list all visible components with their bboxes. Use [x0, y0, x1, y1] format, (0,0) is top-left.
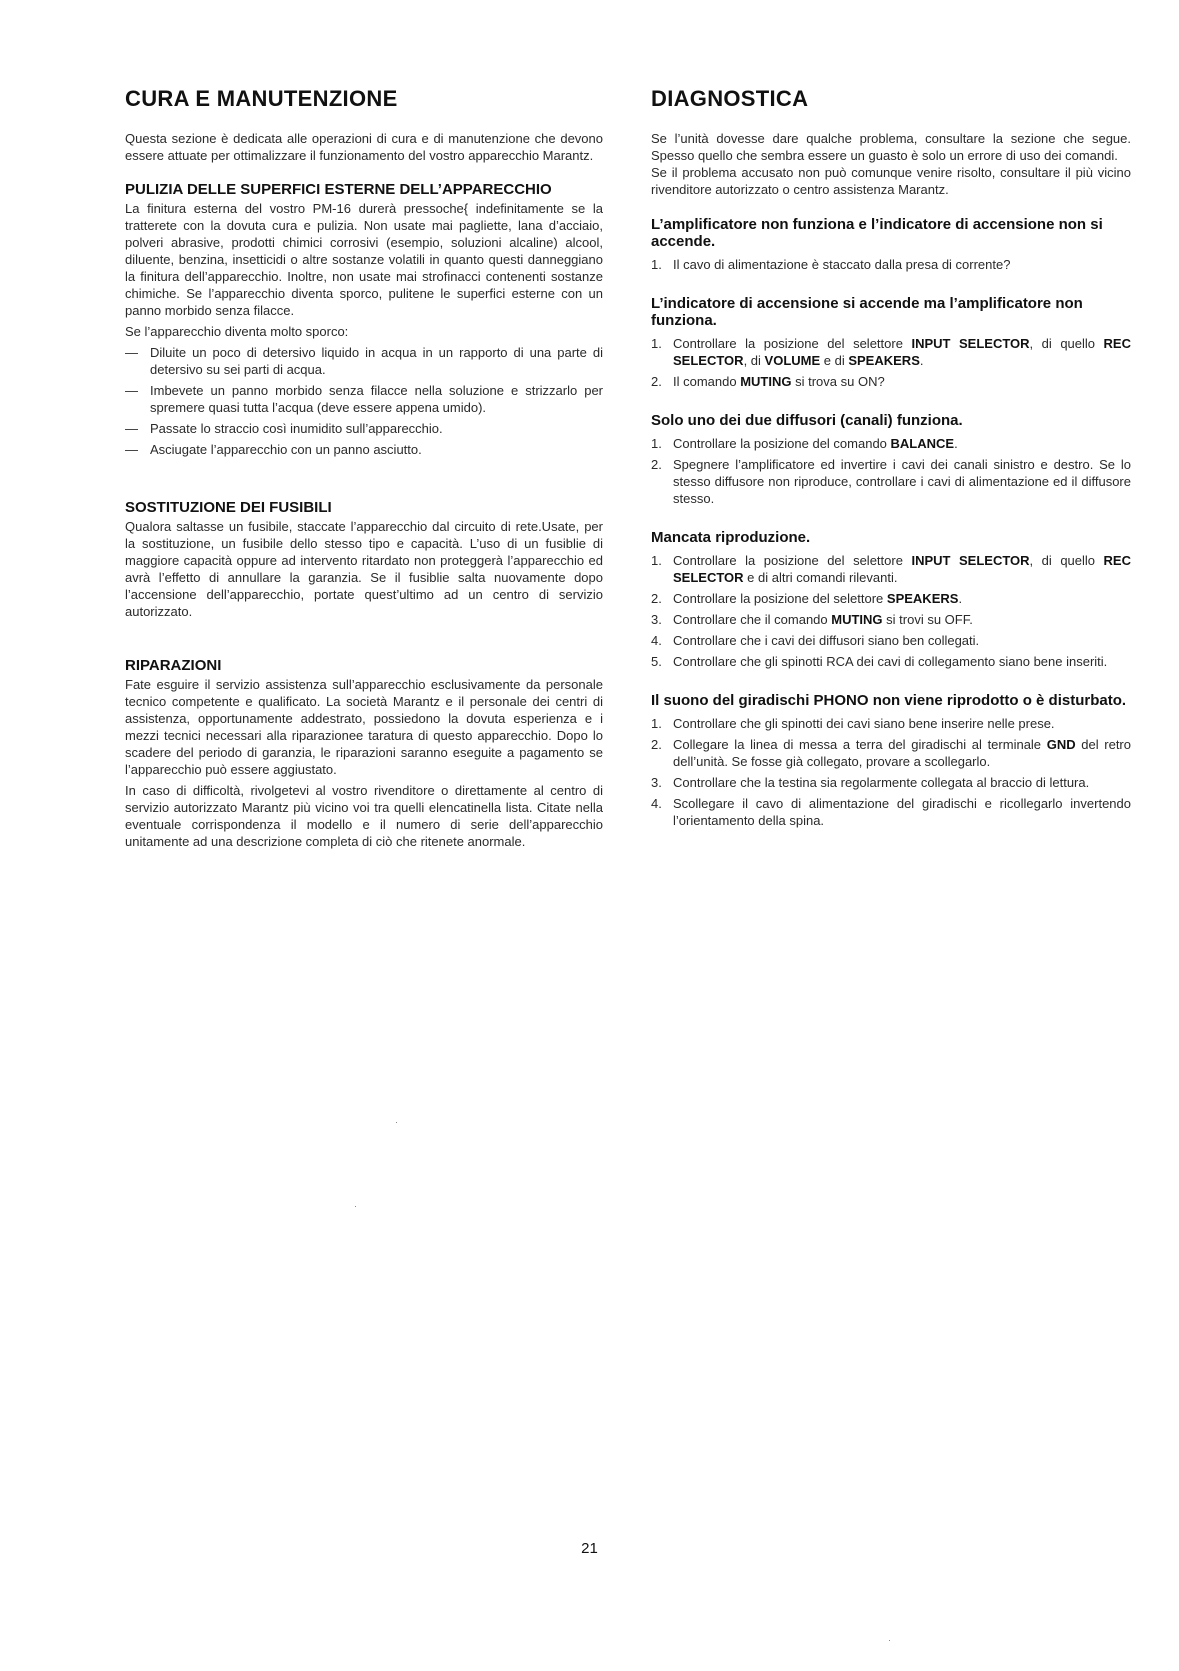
list-item: 4. Scollegare il cavo di alimentazione del giradischi e ricollegarlo invertendo l’orientamento della spina.: [651, 796, 1131, 828]
list-item: 1. Controllare la posizione del selettore INPUT SELECTOR, di quello REC SELECTOR, di VOLUME e di SPEAKERS.: [651, 336, 1131, 368]
right-column: [651, 86, 1131, 833]
cleaning-subtext: Se l’apparecchio diventa molto sporco:: [125, 324, 349, 339]
scan-speck: [889, 1640, 890, 1641]
repairs-paragraph-2: In caso di difficoltà, rivolgetevi al vostro rivenditore o direttamente al centro di servizio autorizzato Marantz più vicino voi tra quelli elencatinella lista. Citate nella eventuale corrispondenza il modello e il numero di serie dell’apparecchio unitamente ad una descrizione completa di ciò che ritenete anormale.: [125, 783, 603, 849]
list-item: 2. Controllare la posizione del selettore SPEAKERS.: [651, 591, 963, 606]
list-item: — Diluite un poco di detersivo liquido in acqua in un rapporto di una parte di detersivo su sei parti di acqua.: [125, 345, 603, 377]
list-item: 1. Controllare la posizione del selettore INPUT SELECTOR, di quello REC SELECTOR e di altri comandi rilevanti.: [651, 553, 1131, 585]
problem-heading: L’amplificatore non funziona e l’indicatore di accensione non si accende.: [651, 216, 1103, 250]
list-item: 1. Controllare la posizione del comando BALANCE.: [651, 436, 958, 451]
cleaning-paragraph: La finitura esterna del vostro PM-16 durerà pressoche{ indefinitamente se la tratterete con la dovuta cura e pulizia. Non usate mai pagliette, lana d’acciaio, polveri abrasive, prodotti chimici corrosivi (esempio, soluzioni alcaline) alcool, diluente, benzina, insetticidi o altre sostanze volatili in quanto questi danneggiano la finitura dell’apparecchio. Inoltre, non usate mai strofinacci contenenti sostanze chimiche. Se l’apparecchio diventa sporco, pulitene le superfici esterne con un panno morbido senza filacce.: [125, 201, 603, 318]
list-item: — Passate lo straccio così inumidito sull’apparecchio.: [125, 421, 443, 436]
fuses-heading: SOSTITUZIONE DEI FUSIBILI: [125, 499, 332, 516]
problem-steps: [651, 552, 1131, 670]
scan-speck: [355, 1206, 356, 1207]
repairs-paragraph-1: Fate esguire il servizio assistenza sull’apparecchio esclusivamente da personale tecnico competente e qualificato. La società Marantz e il personale dei centri di assistenza, opportunamente addestrato, possiedono la dovuta esperienza e i mezzi tecnici necessari alla riparazionee taratura di questo apparecchio. Dopo lo scadere del periodo di garanzia, le riparazioni saranno eseguite a pagamento se l’apparecchio può essere aggiustato.: [125, 677, 603, 777]
problem-steps: [651, 256, 1131, 273]
problem-heading: Il suono del giradischi PHONO non viene riprodotto o è disturbato.: [651, 692, 1127, 709]
list-item: 4. Controllare che i cavi dei diffusori siano ben collegati.: [651, 633, 980, 648]
list-item: 1. Controllare che gli spinotti dei cavi siano bene inserire nelle prese.: [651, 716, 1055, 731]
list-item: — Imbevete un panno morbido senza filacce nella soluzione e strizzarlo per spremere quasi tutta l’acqua (deve essere appena umido).: [125, 383, 603, 415]
care-intro: Questa sezione è dedicata alle operazioni di cura e di manutenzione che devono essere attuate per ottimalizzare il funzionamento del vostro apparecchio Marantz.: [125, 131, 603, 163]
cleaning-steps: [125, 344, 603, 458]
problem-heading: L’indicatore di accensione si accende ma l’amplificatore non funziona.: [651, 295, 1083, 329]
list-item: — Asciugate l’apparecchio con un panno asciutto.: [125, 442, 422, 457]
list-item: 1. Il cavo di alimentazione è staccato dalla presa di corrente?: [651, 257, 1011, 272]
list-item: 5. Controllare che gli spinotti RCA dei cavi di collegamento siano bene inseriti.: [651, 654, 1108, 669]
repairs-heading: RIPARAZIONI: [125, 657, 222, 674]
fuses-paragraph: Qualora saltasse un fusibile, staccate l’apparecchio dal circuito di rete.Usate, per la sostituzione, un fusibile dello stesso tipo e capacità. L’uso di un fusiblie di maggiore capacità oppure ad intervento ritardato non proteggerà l’apparecchio ed avrà l’effetto di annullare la garanzia. Se il fusiblie salta nuovamente dopo l’accensione dell’apparecchio, portate quest’ultimo ad un centro di servizio autorizzato.: [125, 519, 603, 619]
section-title-diagnostics: DIAGNOSTICA: [651, 86, 809, 111]
diagnostics-intro-1: Se l’unità dovesse dare qualche problema, consultare la sezione che segue. Spesso quello che sembra essere un guasto è solo un errore di uso dei comandi.: [651, 131, 1131, 163]
scan-speck: [396, 1122, 397, 1123]
list-item: 3. Controllare che la testina sia regolarmente collegata al braccio di lettura.: [651, 775, 1090, 790]
list-item: 2. Spegnere l’amplificatore ed invertire i cavi dei canali sinistro e destro. Se lo stesso diffusore non riproduce, controllare i cavi di alimentazione ed il diffusore stesso.: [651, 457, 1131, 506]
problem-heading: Solo uno dei due diffusori (canali) funziona.: [651, 412, 963, 429]
page-number: 21: [581, 1540, 598, 1557]
problem-steps: [651, 335, 1131, 390]
list-item: 2. Collegare la linea di messa a terra del giradischi al terminale GND del retro dell’unità. Se fosse già collegato, provare a scollegarlo.: [651, 737, 1131, 769]
problem-heading: Mancata riproduzione.: [651, 529, 811, 546]
left-column: [125, 86, 603, 850]
section-title-care: CURA E MANUTENZIONE: [125, 86, 398, 111]
diagnostics-intro-2: Se il problema accusato non può comunque venire risolto, consultare il più vicino rivenditore autorizzato o centro assistenza Marantz.: [651, 165, 1131, 197]
list-item: 3. Controllare che il comando MUTING si trovi su OFF.: [651, 612, 973, 627]
problem-steps: [651, 435, 1131, 507]
list-item: 2. Il comando MUTING si trova su ON?: [651, 374, 885, 389]
problem-steps: [651, 715, 1131, 829]
cleaning-heading: PULIZIA DELLE SUPERFICI ESTERNE DELL’APPARECCHIO: [125, 181, 552, 198]
